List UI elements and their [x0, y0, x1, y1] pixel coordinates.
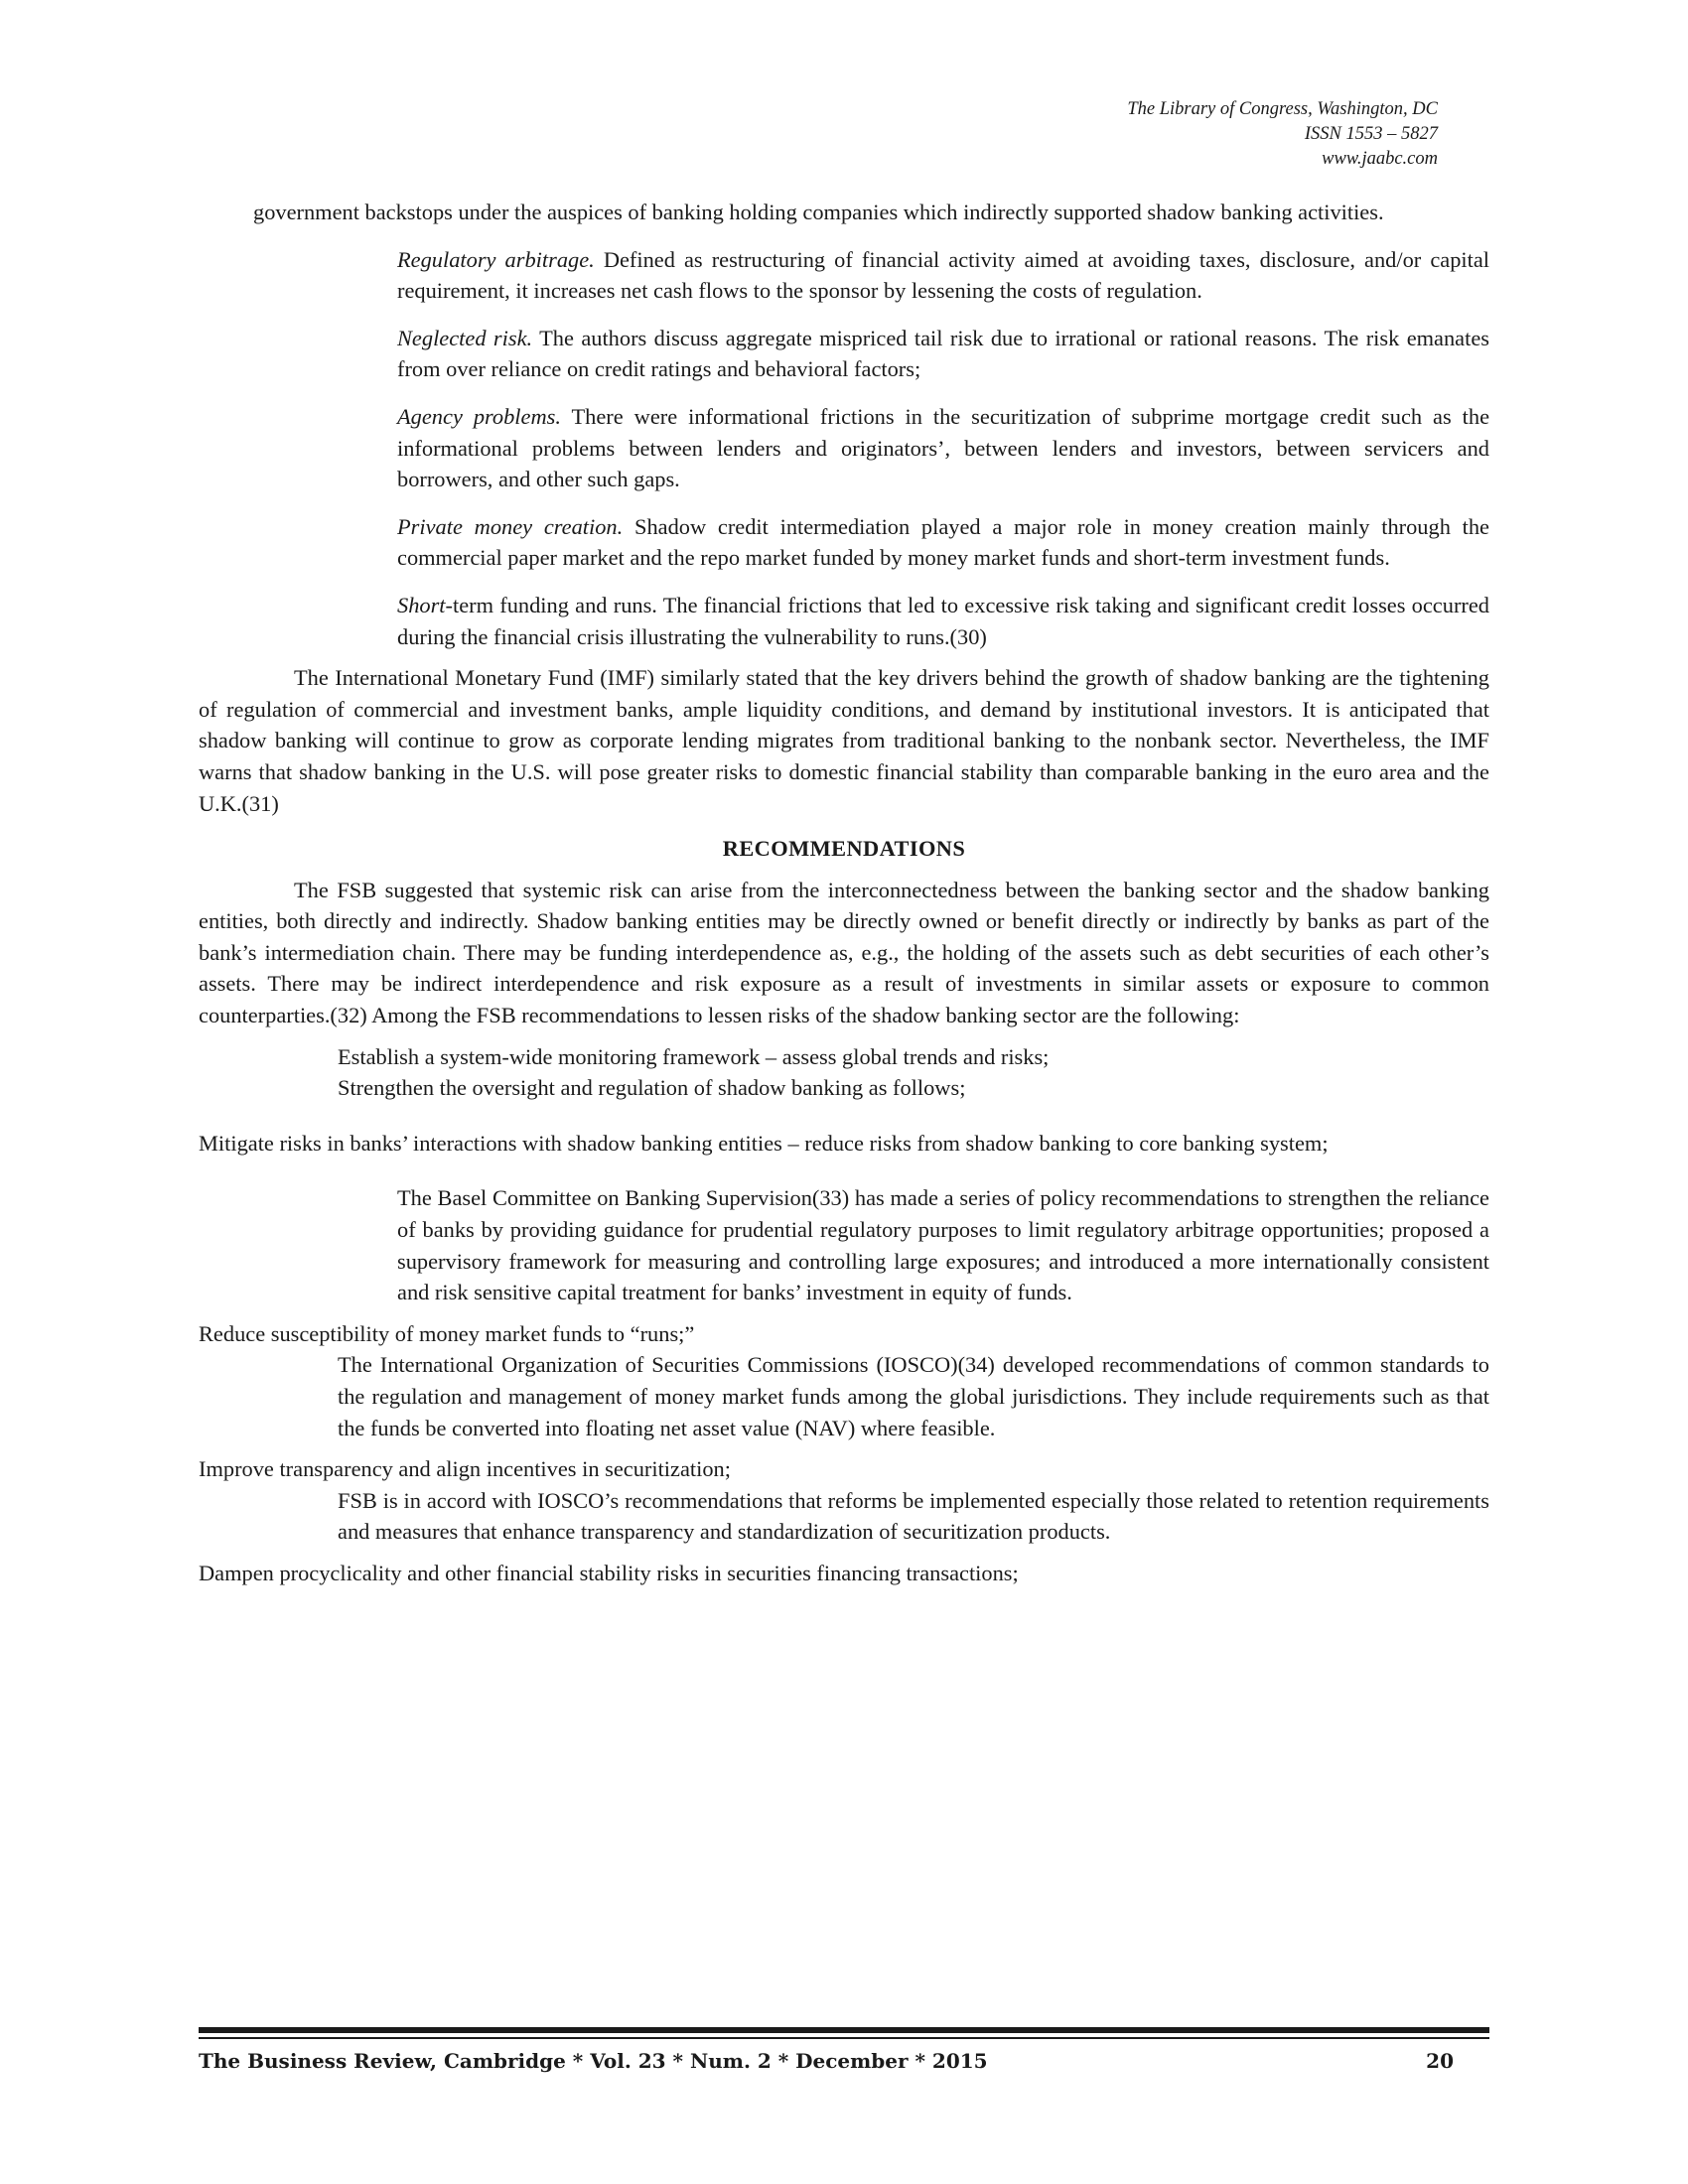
- imf-paragraph: The International Monetary Fund (IMF) similarly stated that the key drivers behind the growth of shadow banking are the tightening of regulation of commercial and investment banks, ample liquidity conditions, and demand by institutional investors. It is anticipated that shadow banking will continue to grow as corporate lending migrates from traditional banking to the nonbank sector. Nevertheless, the IMF warns that shadow banking in the U.S. will pose greater risks to domestic financial stability than comparable banking in the euro area and the U.K.(31): [199, 665, 1489, 816]
- driver-label: Short: [397, 592, 446, 617]
- recommendation-monitoring: Establish a system-wide monitoring framework – assess global trends and risks;: [338, 1043, 1050, 1069]
- driver-text: There were informational frictions in the securitization of subprime mortgage credit such as the informational problems between lenders and originators’, between lenders and investors, between servicers and borrowers, and other such gaps.: [397, 403, 1490, 492]
- driver-label: Agency problems.: [397, 403, 561, 429]
- driver-regulatory-arbitrage: [199, 244, 1489, 307]
- improve-heading: Improve transparency and align incentives in securitization;: [199, 1456, 731, 1482]
- driver-text: Defined as restructuring of financial activity aimed at avoiding taxes, disclosure, and/or capital requirement, it increases net cash flows to the sponsor by lessening the costs of regulation.: [397, 246, 1489, 304]
- recommendation-oversight: Strengthen the oversight and regulation of shadow banking as follows;: [338, 1075, 966, 1101]
- iosco-paragraph: The International Organization of Securities Commissions (IOSCO)(34) developed recommendations of common standards to the regulation and management of money market funds among the global jurisdictions. They include requirements such as that the funds be converted into floating net asset value (NAV) where feasible.: [338, 1352, 1489, 1440]
- fsb-paragraph: The FSB suggested that systemic risk can arise from the interconnectedness between the banking sector and the shadow banking entities, both directly and indirectly. Shadow banking entities may be directly owned or benefit directly or indirectly by banks as part of the bank’s intermediation chain. There may be funding interdependence as, e.g., the holding of the assets such as debt securities of each other’s assets. There may be indirect interdependence and risk exposure as a result of investments in similar assets or exposure to common counterparties.(32) Among the FSB recommendations to lessen risks of the shadow banking sector are the following:: [199, 877, 1489, 1028]
- driver-short-term-funding: [199, 590, 1489, 652]
- basel-paragraph: The Basel Committee on Banking Supervision(33) has made a series of policy recommendations to strengthen the reliance of banks by providing guidance for prudential regulatory purposes to limit regulatory arbitrage opportunities; proposed a supervisory framework for measuring and controlling large exposures; and introduced a more internationally consistent and risk sensitive capital treatment for banks’ investment in equity of funds.: [397, 1185, 1489, 1305]
- mitigate-heading: Mitigate risks in banks’ interactions with shadow banking entities – reduce risks from shadow banking to core banking system;: [199, 1130, 1329, 1156]
- driver-text: Shadow credit intermediation played a major role in money creation mainly through the commercial paper market and the repo market funded by money market funds and short-term investment funds.: [397, 513, 1489, 571]
- driver-label: Neglected risk.: [397, 325, 533, 350]
- fsb-accord-paragraph: FSB is in accord with IOSCO’s recommendations that reforms be implemented especially those related to retention requirements and measures that enhance transparency and standardization of securitization products.: [338, 1487, 1489, 1545]
- footer-rule-thin: [199, 2037, 1489, 2039]
- footer-citation: The Business Review, Cambridge * Vol. 23 * Num. 2 * December * 2015: [199, 2049, 988, 2073]
- driver-text: -term funding and runs. The financial frictions that led to excessive risk taking and significant credit losses occurred during the financial crisis illustrating the vulnerability to runs.(30): [397, 592, 1489, 649]
- page-number: 20: [1426, 2049, 1454, 2073]
- dampen-heading: Dampen procyclicality and other financial stability risks in securities financing transactions;: [199, 1560, 1019, 1585]
- driver-text: The authors discuss aggregate mispriced tail risk due to irrational or rational reasons. The risk emanates from over reliance on credit ratings and behavioral factors;: [397, 325, 1489, 382]
- header-issn: ISSN 1553 – 5827: [1304, 124, 1438, 144]
- footer-rule-thick: [199, 2027, 1489, 2033]
- section-heading: RECOMMENDATIONS: [722, 836, 966, 862]
- article-body: [199, 197, 1489, 1589]
- journal-header: [1127, 97, 1438, 172]
- driver-label: Regulatory arbitrage.: [397, 246, 595, 272]
- driver-agency-problems: [199, 401, 1489, 495]
- intro-paragraph: government backstops under the auspices of banking holding companies which indirectly supported shadow banking activities.: [253, 200, 1384, 224]
- driver-label: Private money creation.: [397, 513, 624, 539]
- driver-private-money-creation: [199, 511, 1489, 574]
- page-footer: [199, 2047, 1454, 2075]
- header-website: www.jaabc.com: [1322, 149, 1438, 169]
- header-library: The Library of Congress, Washington, DC: [1127, 99, 1438, 119]
- driver-neglected-risk: [199, 323, 1489, 385]
- reduce-heading: Reduce susceptibility of money market funds to “runs;”: [199, 1320, 695, 1346]
